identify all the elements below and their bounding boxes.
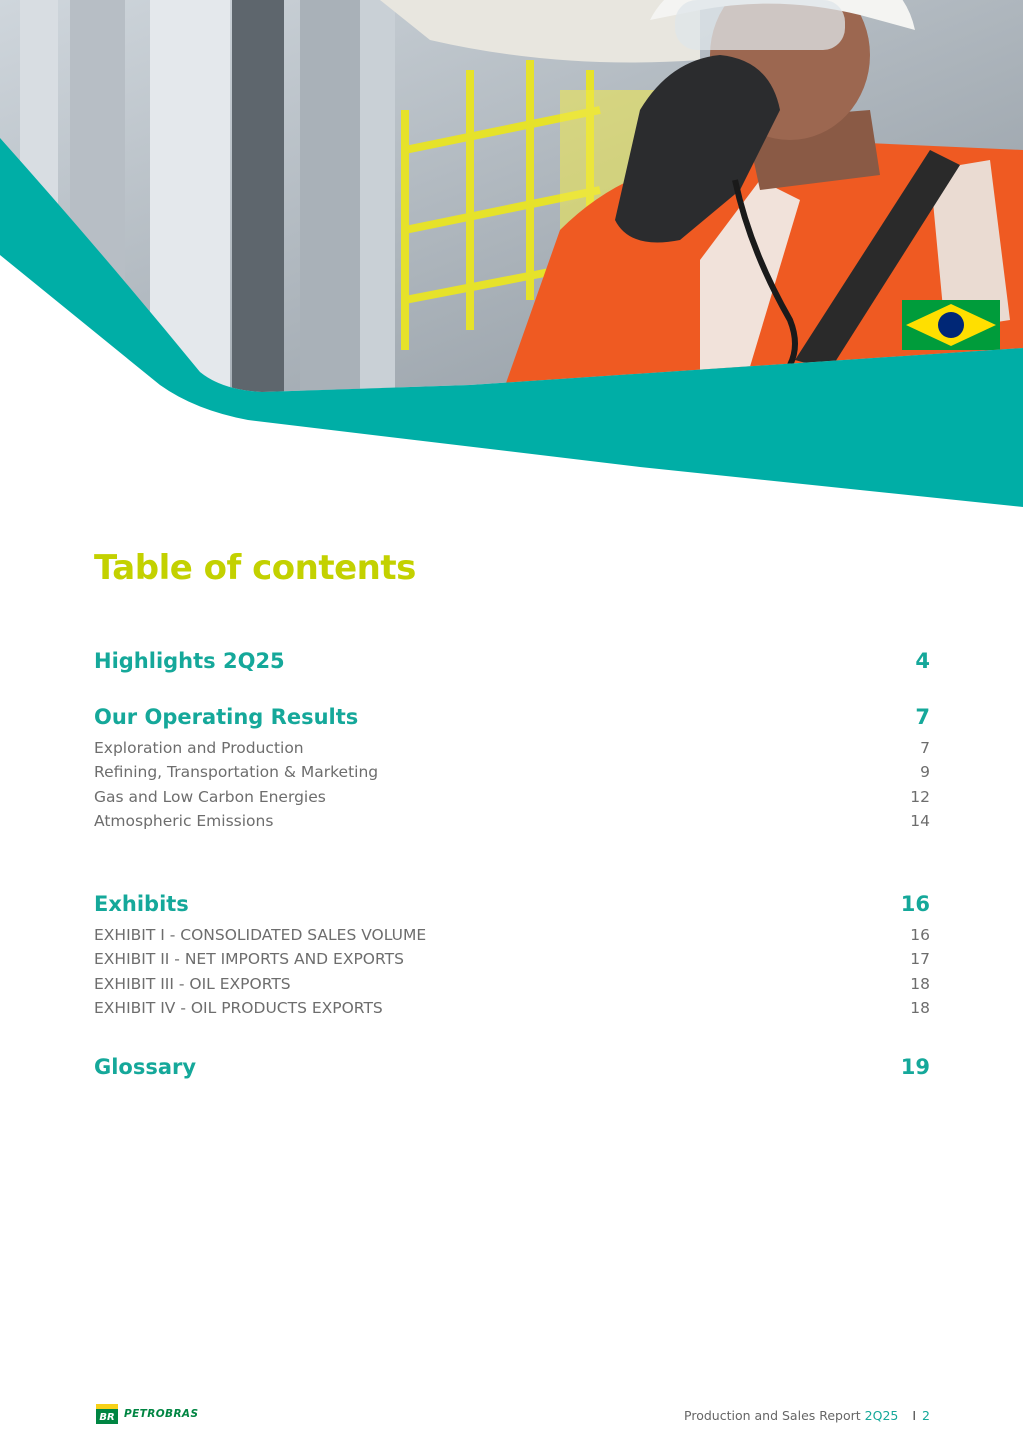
toc-entry-label[interactable]: EXHIBIT III - OIL EXPORTS — [94, 974, 291, 993]
toc-heading-label[interactable]: Highlights 2Q25 — [94, 649, 285, 673]
toc-entry-page[interactable]: 9 — [920, 763, 930, 782]
hero-photo — [0, 0, 1023, 510]
toc-entry-label[interactable]: EXHIBIT I - CONSOLIDATED SALES VOLUME — [94, 926, 427, 944]
page-title: Table of contents — [94, 548, 416, 588]
toc-entry-page[interactable]: 14 — [910, 811, 930, 830]
footer-report-name: Production and Sales Report — [684, 1408, 861, 1423]
toc-section-operating-results — [94, 702, 930, 833]
toc-entry-page[interactable]: 18 — [910, 974, 930, 993]
toc-heading-row[interactable] — [94, 889, 930, 919]
toc-entry-page[interactable]: 7 — [920, 739, 930, 757]
toc-entry-page[interactable]: 12 — [910, 787, 930, 806]
toc-entry-page[interactable]: 16 — [910, 926, 930, 944]
toc-entry-label[interactable]: EXHIBIT IV - OIL PRODUCTS EXPORTS — [94, 998, 383, 1017]
toc-entry-label[interactable]: Exploration and Production — [94, 739, 304, 757]
toc-entry[interactable] — [94, 923, 930, 947]
toc-heading-label[interactable]: Glossary — [94, 1055, 197, 1079]
toc-section-highlights — [94, 646, 930, 676]
toc-entry-label[interactable]: Refining, Transportation & Marketing — [94, 763, 379, 782]
toc-entry-page[interactable]: 17 — [910, 950, 930, 969]
toc-entry[interactable] — [94, 996, 930, 1020]
toc-entry[interactable] — [94, 947, 930, 971]
toc-heading-row[interactable] — [94, 646, 930, 676]
toc-entry-label[interactable]: Gas and Low Carbon Energies — [94, 787, 326, 806]
toc-entry[interactable] — [94, 736, 930, 760]
footer-period: 2Q25 — [864, 1408, 899, 1423]
logo-name: PETROBRAS — [124, 1408, 199, 1420]
toc-section-exhibits — [94, 889, 930, 1020]
footer-report-label — [684, 1408, 930, 1423]
toc-entry[interactable] — [94, 972, 930, 996]
toc-entry[interactable] — [94, 785, 930, 809]
toc-heading-page[interactable]: 7 — [915, 705, 930, 729]
toc-entry[interactable] — [94, 760, 930, 784]
toc-entry-label[interactable]: EXHIBIT II - NET IMPORTS AND EXPORTS — [94, 950, 404, 969]
logo-mark-text: BR — [99, 1412, 115, 1423]
toc-heading-row[interactable] — [94, 1052, 930, 1082]
toc-heading-row[interactable] — [94, 702, 930, 732]
toc-entry-label[interactable]: Atmospheric Emissions — [94, 811, 274, 830]
footer-page-number: 2 — [922, 1408, 930, 1423]
petrobras-logo — [96, 1404, 198, 1424]
toc-heading-label[interactable]: Our Operating Results — [94, 705, 359, 729]
toc-heading-label[interactable]: Exhibits — [94, 892, 189, 916]
toc-section-glossary — [94, 1052, 930, 1082]
toc-heading-page[interactable]: 4 — [915, 649, 930, 673]
toc-entry-page[interactable]: 18 — [910, 998, 930, 1017]
br-logo-icon — [96, 1404, 118, 1424]
footer-separator: I — [912, 1408, 917, 1423]
page-footer — [94, 1402, 930, 1428]
toc-heading-page[interactable]: 16 — [900, 892, 930, 916]
toc-entry[interactable] — [94, 809, 930, 833]
toc-heading-page[interactable]: 19 — [900, 1055, 930, 1079]
